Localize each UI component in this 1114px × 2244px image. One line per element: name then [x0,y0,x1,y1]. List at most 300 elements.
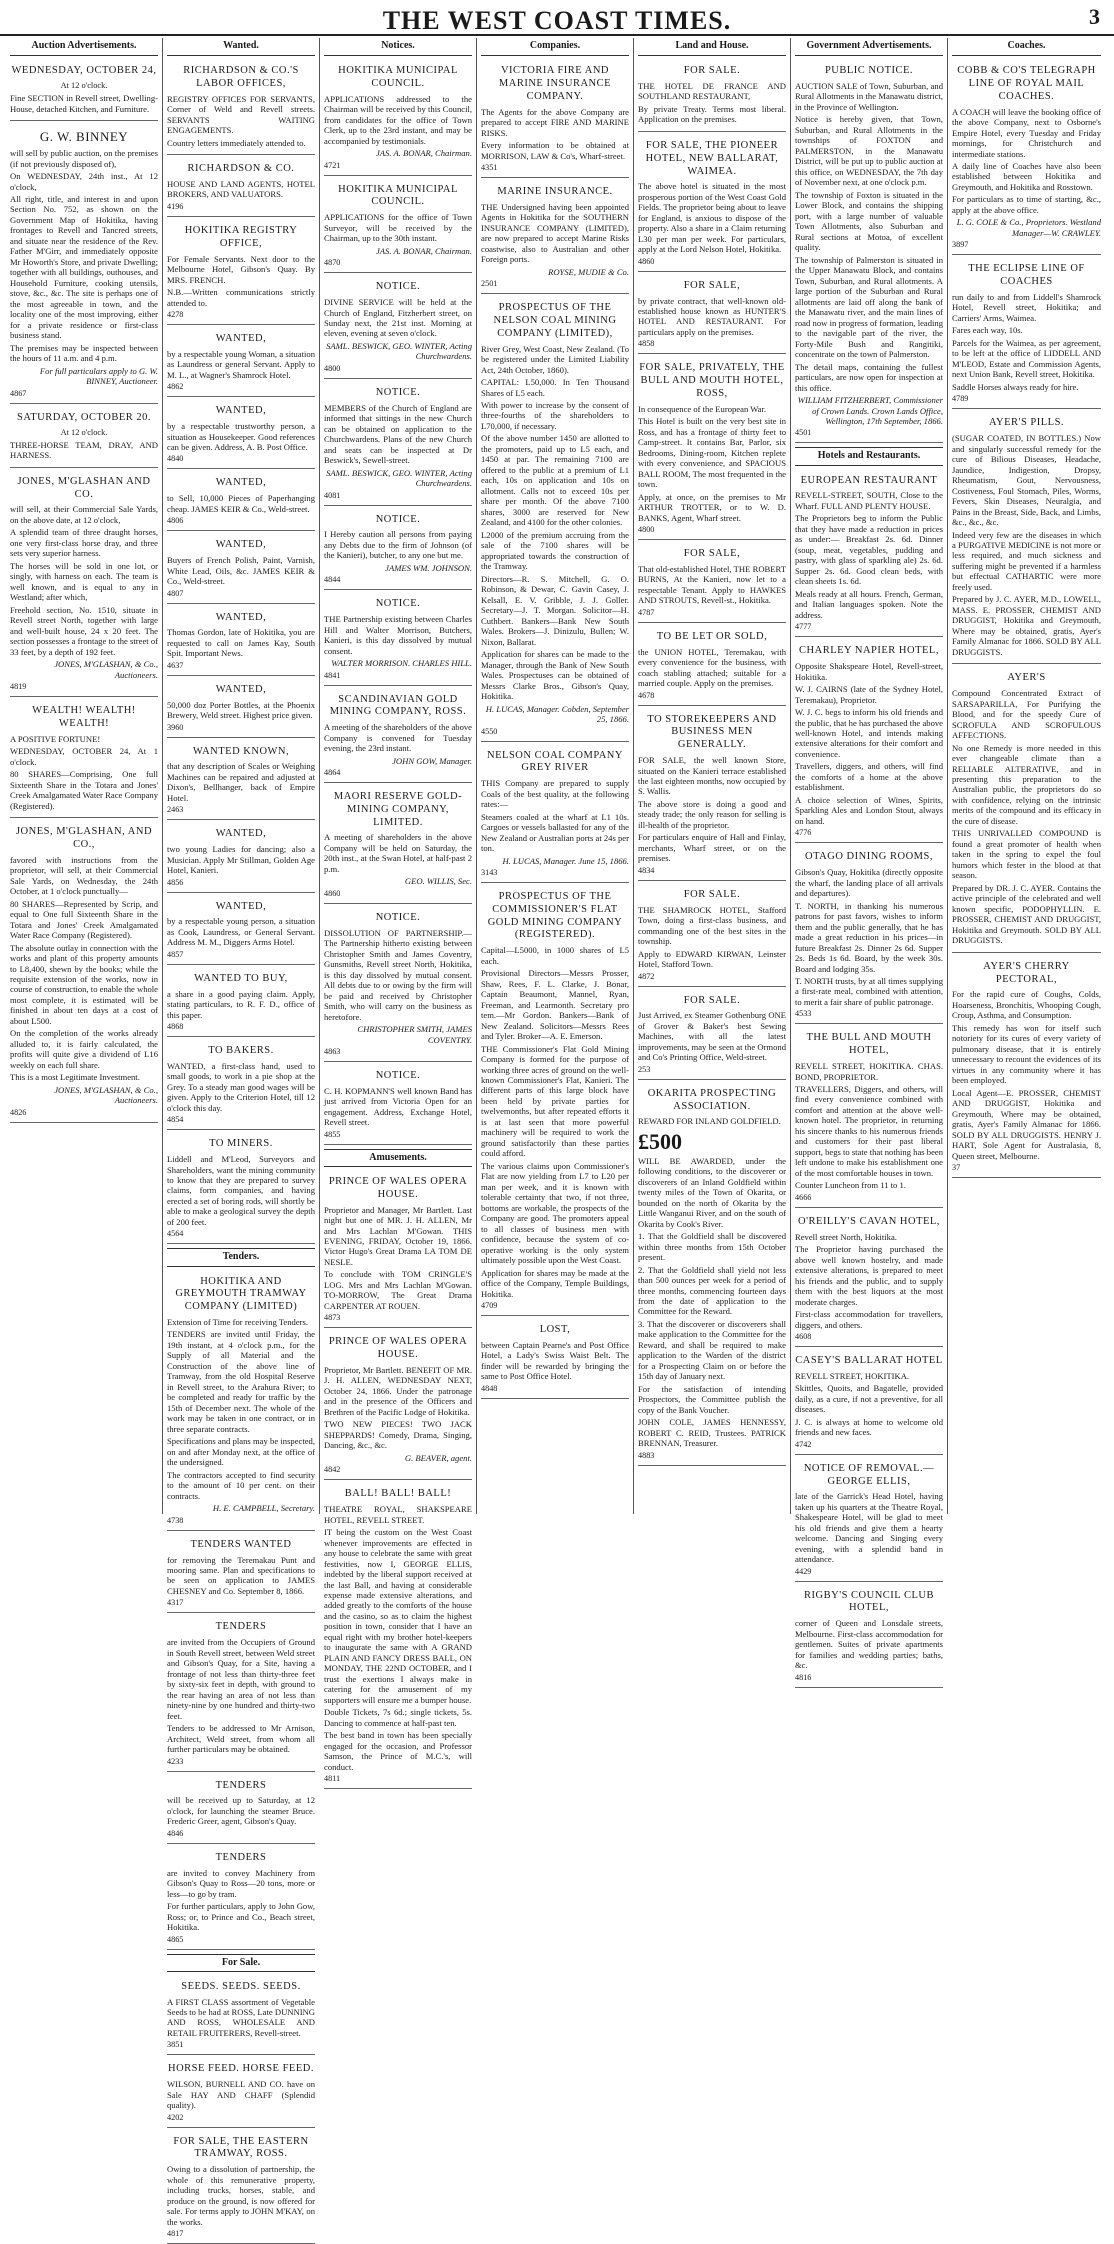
ad-signature: CHRISTOPHER SMITH, JAMES COVENTRY. [357,1024,472,1045]
ad-footer [795,428,943,438]
ad-footer [167,2040,315,2050]
ad-paragraph: The premises may be inspected between the hours of 11 a.m. and 4 p.m. [10,342,158,364]
ad-number: 4550 [481,726,498,736]
ad-paragraph: THE HOTEL DE FRANCE AND SOUTHLAND RESTAURANT, [638,80,786,102]
ad-footer [324,671,472,681]
advertisement [952,667,1101,952]
ad-paragraph: Just Arrived, ex Steamer Gothenburg ONE of Grover & Baker's best Sewing Machines, with all the latest improvements, may be seen at the Ormond and Co's Printing Office, Weld-street. [638,1010,786,1063]
ad-paragraph: This Hotel is built on the very best site in Ross, and has a frontage of thirty feet to Camp-street. It contains Bar, Parlor, six Bedrooms, Dining-room, Kitchen replete with every convenience, and SPACIOUS BALL ROOM, The most frequented in the town. [638,416,786,490]
ad-paragraph: This remedy has won for itself such notoriety for its cures of every variety of pulmonary disease, that it is entirely unnecessary to recount the evidences of its virtues in any community where it has been employed. [952,1022,1101,1086]
ad-number: 3897 [952,240,969,250]
ad-heading: RIGBY'S COUNCIL CLUB HOTEL, [804,1589,934,1614]
advertisement [324,1171,472,1328]
ad-paragraph: Counter Luncheon from 11 to 1. [795,1180,906,1191]
ad-footer [795,1673,943,1683]
ad-paragraph: by private contract, that well-known old-established house known as HUNTER'S HOTEL AND RESTAURANT. For particulars apply on the premises. [638,295,786,337]
ad-heading: G. W. BINNEY [39,129,129,145]
ad-paragraph: REWARD FOR INLAND GOLDFIELD. [638,1116,781,1127]
ad-paragraph: Compound Concentrated Extract of SARSAPARILLA, For Purifying the Blood, and for the speedy Cure of SCROFULA AND SCROFULOUS AFFECTIONS. [952,688,1101,741]
ad-paragraph: Directors—R. S. Mitchell, G. O. Robinson, & Dewar, C. Gavin Casey, J. Kelsall, E. V. Gribble, J. J. Goller. Secretary—J. T. Morgan. Solicitor—H. Cuthbert. Bankers—Bank New South Wales. Brokers—J. Dinizulu, Bullen; W. Nixon, Ballarat. [481,573,629,647]
ad-paragraph: Gibson's Quay, Hokitika (directly opposite the wharf, the landing place of all arrivals and departures). [795,867,943,899]
columns-container [6,38,1108,2239]
ad-paragraph: A splendid team of three draught horses, one very first-class horse dray, and three sets very superior harness. [10,527,158,559]
ad-number: 4857 [167,949,184,959]
advertisement [481,297,629,741]
ad-signature: JONES, M'GLASHAN, & Co., Auctioneers. [54,659,158,680]
ad-paragraph: For the rapid cure of Coughs, Colds, Hoarseness, Bronchitis, Whooping Cough, Croup, Asthma, and Consumption. [952,989,1101,1021]
ad-paragraph: run daily to and from Liddell's Shamrock Hotel, Revell street, Hokitika; and Carriers' Arms, Waimea. [952,291,1101,323]
ad-paragraph: by a respectable young person, a situation as Cook, Laundress, or General Servant. Address M. M., Diggers Arms Hotel. [167,916,315,948]
ad-heading: LOST, [539,1324,571,1336]
ad-paragraph: DISSOLUTION OF PARTNERSHIP.—The Partnership hitherto existing between Christopher Smith and James Coventry, Gunsmiths, Revell street North, Hokitika, is this day dissolved by mutual consent. All debts due to or owing by the firm will be paid and received by Christopher Smith, who will carry on the business as heretofore. [324,927,472,1022]
ad-footer [638,339,786,349]
ad-paragraph: Country letters immediately attended to. [167,137,306,148]
ad-paragraph: Travellers, diggers, and others, will find the comforts of a home at the above establishment. [795,761,943,793]
ad-paragraph: Skittles, Quoits, and Bagatelle, provided daily, as a cure, if not a preventive, for all diseases. [795,1383,943,1415]
ad-footer [795,622,943,632]
ad-paragraph: Owing to a dissolution of partnership, the whole of this remunerative property, including trucks, horses, stable, and produce on the ground, is now offered for sale. For terms apply to JOHN M'KAY, on the works. [167,2164,315,2227]
ad-number: 4816 [795,1672,812,1682]
ad-paragraph: TWO NEW PIECES! TWO JACK SHEPPARDS! Comedy, Drama, Singing, Dancing, &c., &c. [324,1419,472,1451]
ad-number: 4846 [167,1828,184,1838]
ad-number: 4841 [324,670,341,680]
ad-heading: CASEY'S BALLARAT HOTEL [795,1355,943,1366]
advertisement [481,60,629,178]
ad-heading: PROSPECTUS OF THE COMMISSIONER'S FLAT GOLD MINING COMPANY (REGISTERED). [487,891,623,941]
ad-paragraph: corner of Queen and Lonsdale streets, Melbourne. First-class accommodation for gentlemen. Suites of private apartments for families and wedding parties; baths, &c. [795,1618,943,1671]
ad-heading: WANTED, [215,900,267,912]
advertisement [324,907,472,1062]
ad-paragraph: Specifications and plans may be inspected, on and after Monday next, at the office of the undersigned. [167,1436,315,1468]
ad-paragraph: That old-established Hotel, THE ROBERT BURNS, At the Kanieri, now let to a respectable Tenant. Apply to HAWKES AND STROUTS, Revell-st., Hokitika. [638,563,786,606]
ad-paragraph: Proprietor and Manager, Mr Bartlett. Last night but one of MR. J. H. ALLEN, Mr and Mrs Lachlan M'Gowan. THIS EVENING, FRIDAY, October 19, 1866. Victor Hugo's Great Drama LA TOM DE NESLE. [324,1204,472,1267]
ad-footer [167,1598,315,1608]
ad-number: 4860 [638,256,655,266]
section-heading: Tenders. [167,1248,315,1266]
ad-number: 4865 [167,1934,184,1944]
ad-heading: TENDERS [215,1621,267,1633]
ad-heading: RICHARDSON & CO. [187,163,295,175]
advertisement [167,1775,315,1844]
column [6,38,163,1514]
ad-paragraph: Capital—L5000, in 1000 shares of L5 each. [481,945,629,966]
ad-paragraph: A choice selection of Wines, Spirits, Sparkling Ales and London Stout, always on hand. [795,794,943,826]
ad-paragraph: REVELL-STREET, SOUTH, Close to the Wharf. FULL AND PLENTY HOUSE. [795,490,943,511]
ad-paragraph: W. J. CAIRNS (late of the Sydney Hotel, Teremakau), Proprietor. [795,684,943,705]
ad-paragraph: APPLICATIONS for the office of Town Surveyor, will be received by the Chairman, up to the 30th instant. [324,212,472,244]
ad-heading: WANTED, [215,332,267,344]
ad-number: 4856 [167,877,184,887]
column [948,38,1105,1514]
ad-number: 2463 [167,805,184,815]
ad-number: 4678 [638,690,655,700]
ad-paragraph: The above store is doing a good and steady trade; the only reason for selling is ill-health of the proprietor. [638,798,786,830]
ad-footer [324,575,472,585]
ad-heading: VICTORIA FIRE AND MARINE INSURANCE COMPANY. [498,65,612,102]
ad-number: 4807 [167,588,184,598]
ad-paragraph: THIS UNRIVALLED COMPOUND is found a great promoter of health when taken in the spring to expel the foul humors which fester in the blood at that season. [952,828,1101,881]
ad-paragraph: THREE-HORSE TEAM, DRAY, AND HARNESS. [10,439,158,461]
ad-paragraph: By private Treaty. Terms most liberal. Application on the premises. [638,103,786,125]
ad-signature: For full particulars apply to G. W. BINNEY, Auctioneer. [39,365,158,387]
ad-heading: THE ECLIPSE LINE OF COACHES [968,263,1085,288]
ad-footer [481,868,629,878]
ad-heading: TENDERS WANTED [190,1538,292,1550]
ad-footer [952,1163,1101,1173]
advertisement [10,821,158,1123]
ad-paragraph: Every information to be obtained at MORRISON, LAW & Co's, Wharf-street. [481,140,629,161]
ad-number: 4777 [795,622,812,632]
ad-heading: SEEDS. SEEDS. SEEDS. [181,1980,301,1992]
advertisement [638,275,786,355]
advertisement [638,990,786,1080]
ad-heading: HOKITIKA MUNICIPAL COUNCIL. [338,65,458,89]
ad-heading: WANTED, [215,828,267,840]
ad-heading: TO BAKERS. [208,1045,274,1056]
ad-paragraph: A meeting of shareholders in the above Company will be held on Saturday, the 20th inst., at the Swan Hotel, at half-past 2 p.m. [324,832,472,874]
ad-number: 4862 [167,382,184,392]
column-heading: Land and House. [638,38,786,56]
ad-signature: H. E. CAMPBELL, Secretary. [212,1503,315,1514]
ad-number: 4742 [795,1439,812,1449]
ad-paragraph: will be received up to Saturday, at 12 o'clock, for launching the steamer Bruce. Frederic Greer, agent, Gibson's Quay. [167,1795,315,1827]
ad-footer [167,2229,315,2239]
ad-heading: FOR SALE, THE PIONEER HOTEL, NEW BALLARAT, WAIMEA. [645,139,779,177]
ad-number: 4844 [324,575,341,585]
ad-paragraph: Application for shares can be made to the Manager, through the Bank of New South Wales. Prospectuses can be obtained of Messrs Clarke Bros., Gibson's Quay, Hokitika. [481,649,629,702]
ad-paragraph: WANTED, a first-class hand, used to small goods, to work in a pie shop at the Grey. To a steady man good wages will be given. Apply to the Criterion Hotel, till 12 o'clock this day. [167,1060,315,1113]
ad-number: 4608 [795,1332,812,1341]
ad-footer [324,889,472,899]
ad-paragraph: APPLICATIONS addressed to the Chairman will be received by this Council, from candidates for the office of Town Clerk, up to the 23rd instant, and may be accompanied by testimonials. [324,93,472,146]
ad-paragraph: With power to increase by the consent of three-fourths of the shareholders to L70,000, if necessary. [481,400,629,431]
advertisement [795,640,943,843]
ad-paragraph: T. NORTH trusts, by at all times supplying a first-rate meal, combined with attention, to merit a fair share of public patronage. [795,975,943,1007]
ad-heading: TENDERS [215,1779,267,1791]
ad-paragraph: by a respectable young Woman, a situation as Laundress or general Servant. Apply to M. L., at Wagner's Shamrock Hotel. [167,348,315,380]
ad-heading: WEDNESDAY, OCTOBER 24, [11,65,157,77]
ad-footer [638,1065,786,1075]
advertisement [167,400,315,469]
advertisement [638,60,786,132]
advertisement [481,1319,629,1399]
ad-paragraph: 2. That the Goldfield shall yield not less than 500 ounces per week for a period of three months, commencing fourteen days from the date of application to the Committee for the Reward. [638,1264,786,1317]
ad-signature: JOHN GOW, Manager. [392,755,472,766]
ad-paragraph: The Proprietors beg to inform the Public that they have made a reduction in prices as under:— Breakfast 2s. 6d. Dinner (soup, meat, vegetables, pudding and pastry, with glass of sparkling ale) 2s. 6d. Supper 2s. 6d. Good clean beds, with clean sheets 1s. 6d. [795,513,943,587]
ad-number: 3960 [167,722,184,732]
ad-paragraph: IT being the custom on the West Coast whenever improvements are effected in any house to celebrate the same with great festivities, now I, GEORGE ELLIS, indebted by the liberal support received at the last Ball, and having at considerable expense made extensive alterations, and added greatly to the comforts of the house and the casino, so as to claim the highest position in town, consider that I have an equal right with my brother hotel-keepers to inaugurate the same with A GRAND PLAIN AND FANCY DRESS BALL, ON MONDAY, THE 22ND OCTOBER, and I trust the exertions I always make in catering for the amusement of my supporters will ensure me a bumper house. [324,1527,472,1705]
ad-footer [952,394,1101,404]
ad-heading: FOR SALE. [683,65,741,77]
ad-footer [167,2113,315,2123]
ad-footer [324,258,472,268]
ad-paragraph: REVELL STREET, HOKITIKA. [795,1370,910,1381]
advertisement [795,1211,943,1347]
ad-paragraph: TENDERS are invited until Friday, the 19th instant, at 4 o'clock p.m., for the Supply of all Material and the Construction of the above line of Tramway, from the old Hospital Reserve in Revell street, to the Arahura River; to be completed and ready for traffic by the 15th of December next. The whole of the work may be taken in one contract, or in three separate contracts. [167,1329,315,1434]
ad-heading: WANTED KNOWN, [192,745,290,757]
ad-paragraph: First-class accommodation for travellers, diggers, and others. [795,1309,943,1330]
ad-number: 37 [952,1163,961,1173]
advertisement [638,543,786,623]
column [791,38,948,1682]
ad-heading: PRINCE OF WALES OPERA HOUSE. [328,1336,468,1361]
section-heading: For Sale. [167,1954,315,1972]
ad-number: 4789 [952,394,969,404]
ad-heading: TENDERS [215,1851,267,1863]
ad-paragraph: C. H. KOPMANN'S well known Band has just arrived from Victoria Open for an engagement. Address, Exchange Hotel, Revell street. [324,1085,472,1128]
ad-footer [481,279,629,289]
ad-paragraph: For particulars enquire of Hall and Finlay, merchants, Wharf street, or on the premises. [638,832,786,864]
ad-number: 4202 [167,2112,184,2122]
column [634,38,791,1514]
ad-paragraph: Saddle Horses always ready for hire. [952,381,1079,392]
advertisement [167,2058,315,2127]
ad-number: 4870 [324,258,341,268]
ad-heading: THE BULL AND MOUTH HOTEL, [806,1032,932,1057]
ad-paragraph: L2000 of the premium accruing from the sale of the 7100 shares will be appropriated towards the construction of the Tramway. [481,529,629,572]
ad-number: 4819 [10,682,27,692]
ad-number: 4806 [167,516,184,526]
advertisement [167,1040,315,1130]
reward-amount: £500 [638,1128,682,1154]
ad-heading: PROSPECTUS OF THE NELSON COAL MINING COMPANY (LIMITED), [493,302,617,339]
ad-paragraph: The horses will be sold in one lot, or singly, with harness on each. The team is well known, and is equal to any in Westland; after which, [10,560,158,603]
ad-heading: HOKITIKA AND GREYMOUTH TRAMWAY COMPANY (LIMITED) [175,1275,307,1313]
advertisement [952,60,1101,255]
ad-paragraph: The township of Foxton is situated in the Lower Block, and contains the shipping port, with a large number of valuable Town Allotments, also Suburban and Rural sections at Motoa, of excellent quality. [795,189,943,253]
ad-footer [167,1757,315,1767]
ad-heading: NOTICE. [375,386,421,398]
ad-number: 4883 [638,1450,655,1460]
ad-heading: HORSE FEED. HORSE FEED. [168,2063,314,2075]
ad-signature: H. LUCAS, Manager. June 15, 1866. [502,855,629,866]
ad-number: 4564 [167,1229,184,1239]
ad-paragraph: Fares each way, 10s. [952,325,1023,336]
ad-paragraph: A COACH will leave the booking office of the above Company, next to Osborne's Empire Hotel, every Tuesday and Friday mornings, for Christchurch and intermediate stations. [952,106,1101,159]
ad-paragraph: The best band in town has been specially engaged for the occasion, and Professor Samson, the Prince of M.C.'s, will conduct. [324,1730,472,1772]
ad-footer [795,828,943,838]
column-heading: Notices. [324,38,472,56]
ad-paragraph: 50,000 doz Porter Bottles, at the Phoenix Brewery, Weld street. Highest price given. [167,699,315,721]
ad-paragraph: Indeed very few are the diseases in which a PURGATIVE MEDICINE is not more or less required, and much sickness and suffering might be prevented if a harmless but effectual CATHARTIC were more freely used. [952,529,1101,592]
advertisement [324,689,472,784]
ad-paragraph: THE SHAMROCK HOTEL, Stafford Town, doing a first-class business, and commanding one of the best sites in the township. [638,904,786,947]
ad-heading: TO MINERS. [209,1138,273,1150]
ad-paragraph: Notice is hereby given, that Town, Suburban, and Rural Allotments in the townships of FOXTON and PALMERSTON, in the Manawatu District, will be put up to public auction at this office, on WEDNESDAY, the 7th day of November next, at one o'clock p.m. [795,114,943,188]
advertisement [324,1331,472,1480]
ad-paragraph: TRAVELLERS, Diggers, and others, will find every convenience combined with comfort and attention at the above well-known hotel. The proprietor, in returning his sincere thanks to his numerous friends and customers for their past liberal support, begs to state that nothing has been left undone to make his establishment one of the most comfortable houses in town. [795,1084,943,1178]
advertisement [167,158,315,217]
ad-heading: WEALTH! WEALTH! WEALTH! [32,705,136,729]
advertisement [638,884,786,987]
ad-paragraph: The absolute outlay in connection with the works and plant of this property amounts to L8,400, shewn by the books; while the requisite extension of the works, now in course of construction, to enable the whole most complete, it is estimated will be finished in about ten days at a cost of about L500. [10,942,158,1026]
ad-paragraph: In consequence of the European War. [638,403,767,414]
advertisement [167,472,315,531]
ad-paragraph: For particulars as to time of starting, &c., apply at the above office. [952,194,1101,215]
ad-heading: OTAGO DINING ROOMS, [805,851,933,863]
advertisement [167,607,315,676]
ad-paragraph: are invited to convey Machinery from Gibson's Quay to Ross—20 tons, more or less—to go by tram. [167,1867,315,1899]
advertisement [638,357,786,540]
ad-number: 4533 [795,1009,812,1019]
advertisement [481,886,629,1316]
ad-heading: NOTICE. [375,513,421,525]
ad-heading: FOR SALE. [683,888,741,900]
ad-paragraph: REVELL STREET, HOKITIKA. CHAS. BOND, PROPRIETOR. [795,1061,943,1082]
advertisement [795,470,943,638]
ad-paragraph: Application for shares may be made at the office of the Company, Temple Buildings, Hokitika. [481,1267,629,1299]
ad-heading: FOR SALE, PRIVATELY, THE BULL AND MOUTH HOTEL, ROSS, [639,362,785,400]
ad-paragraph: No one Remedy is more needed in this ever changeable climate than a RELIABLE ALTERATIVE, and in presenting this preparation to the Australian public, the proprietors do so with confidence, relying on the intrinsic merits of the compound and its efficacy in the cure of disease. [952,742,1101,826]
ad-paragraph: Local Agent—E. PROSSER, CHEMIST AND DRUGGIST, Hokitika and Greymouth, Where may be obtained, gratis, Ayer's Family Almanac for 1866. SOLD BY ALL DRUGGISTS. HENRY J. HART, Sole Agent for Australasia, 8, Queen street, Melbourne. [952,1087,1101,1161]
ad-number: 4196 [167,201,184,211]
ad-paragraph: between Captain Pearne's and Post Office Hotel, a Lady's Swiss Waist Belt. The finder will be rewarded by bringing the same to Post Office Hotel. [481,1339,629,1382]
ad-paragraph: A daily line of Coaches have also been established between Hokitika and Greymouth, and Hokitika and Rosstown. [952,161,1101,192]
ad-footer [167,516,315,526]
ad-paragraph: The above hotel is situated in the most prosperous portion of the West Coast Gold Fields. The proprietor being about to leave for England, is anxious to dispose of the property. Also a share in a Claim returning L30 per man per week. For particulars, apply at the Lord Nelson Hotel, Hokitika. [638,181,786,255]
advertisement [795,1585,943,1688]
ad-paragraph: Apply, at once, on the premises to Mr ARTHUR TROTTER, or to W. D. BANKS, Agent, Wharf street. [638,491,786,523]
ad-number: 4848 [481,1383,498,1393]
ad-heading: RICHARDSON & CO.'S LABOR OFFICES, [183,65,299,89]
ad-paragraph: THIS Company are prepared to supply Coals of the best quality, at the following rates:— [481,778,629,810]
ad-footer [481,727,629,737]
ad-paragraph: N.B.—Written communications strictly attended to. [167,287,315,308]
ad-paragraph: are invited from the Occupiers of Ground in South Revell street, between Weld street and Gibson's Quay, for a Site, having a frontage of not less than thirty-three feet by sixty-six feet in depth, with ground to the rear having an area of not less than ninety-nine by one hundred and thirty-two feet. [167,1637,315,1721]
ad-signature: ROYSE, MUDIE & Co. [548,266,629,277]
ad-footer [167,878,315,888]
ad-number: 4858 [638,339,655,349]
ad-paragraph: T. NORTH, in thanking his numerous patrons for past favors, wishes to inform them and the public generally, that he has made a great reduction in his prices—in future Breakfast 2s. Dinner 2s 6d. Supper 2s. Beds 1s 6d. Board, by the week 30s. Board and lodging 35s. [795,900,943,974]
ad-heading: TO STOREKEEPERS AND BUSINESS MEN GENERALLY. [647,713,777,751]
ad-number: 4811 [324,1774,341,1784]
ad-paragraph: FOR SALE, the well known Store, situated on the Kanieri terrace established the last eighteen months, now occupied by S. Wallis. [638,755,786,797]
ad-paragraph: WEDNESDAY, OCTOBER 24, At 1 o'clock. [10,746,158,767]
ad-paragraph: AUCTION SALE of Town, Suburban, and Rural Allotments in the Manawatu district, in the Province of Wellington. [795,80,943,112]
ad-footer [324,161,472,171]
ad-footer [167,454,315,464]
ad-paragraph: 3. That the discoverer or discoverers shall make application to the Committee for the Reward, and shall be required to make application to the Warden of the district for a Prospecting Claim on or before the 15th day of January next. [638,1318,786,1382]
advertisement [481,181,629,294]
advertisement [638,1083,786,1466]
ad-heading: WANTED, [215,477,267,489]
ad-footer [481,1384,629,1394]
ad-number: 4826 [10,1107,27,1117]
ad-number: 4867 [10,388,27,398]
ad-footer [10,682,158,692]
ad-number: 4800 [638,525,655,535]
ad-footer [795,1567,943,1577]
ad-footer [324,1465,472,1475]
ad-heading: MARINE INSURANCE. [497,186,613,197]
ad-number: 4787 [638,607,655,617]
ad-footer [167,589,315,599]
ad-signature: WALTER MORRISON. CHARLES HILL. [331,658,472,669]
ad-paragraph: Thomas Gordon, late of Hokitika, you are requested to call on James Kay, South Spit. Important News. [167,627,315,659]
advertisement [324,382,472,506]
ad-heading: WANTED, [215,611,267,623]
ad-paragraph: Revell street North, Hokitika. [795,1231,897,1242]
ad-paragraph: The Proprietor having purchased the above well known hostelry, and made extensive alterations, is prepared to meet his friends and the public, and to supply them with the best liquors at the most moderate charges. [795,1244,943,1307]
ad-paragraph: Freehold section, No. 1510, situate in Revell street North, together with large and well-built house, 24 x 20 feet. The section possesses a frontage to the street of 33 feet, by a depth of 192 feet. [10,604,158,657]
ad-paragraph: WILL BE AWARDED, under the following conditions, to the discoverer or discoverers of an Inland Goldfield within twenty miles of the Town of Okarita, or bounded on the north of Okarita by the Little Wanganui River, and on the south of Okarita by Cook's River. [638,1155,786,1229]
advertisement [167,896,315,965]
advertisement [795,1027,943,1207]
ad-paragraph: 1. That the Goldfield shall be discovered within three months from 15th October present. [638,1231,786,1263]
ad-heading: FOR SALE. [683,994,741,1006]
ad-paragraph: For further particulars, apply to John Gow, Ross; or, to Prince and Co., Beach street, Hokitika. [167,1901,315,1933]
advertisement [324,786,472,904]
column [477,38,634,1514]
advertisement [795,1458,943,1582]
advertisement [167,1976,315,2056]
ad-paragraph: Steamers coaled at the wharf at L1 10s. Cargoes or vessels ballasted for any of the New Zealand or Australian ports at 24s per ton. [481,811,629,854]
ad-number: 2501 [481,279,498,289]
ad-number: 4501 [795,428,812,438]
ad-heading: AYER'S CHERRY PECTORAL, [983,960,1070,985]
advertisement [324,509,472,591]
ad-number: 4863 [324,1047,341,1057]
advertisement [167,1847,315,1950]
ad-signature: WILLIAM FITZHERBERT, Commissioner of Crown Lands. Crown Lands Office, Wellington, 17th September, 1866. [797,395,943,426]
ad-footer [638,608,786,618]
ad-footer [324,1047,472,1057]
page-number: 3 [1089,4,1100,29]
ad-signature: JAS. A. BONAR, Chairman. [375,148,472,159]
ad-paragraph: REGISTRY OFFICES FOR SERVANTS, Corner of Weld and Revell streets. SERVANTS WAITING ENGAGEMENTS. [167,93,315,136]
advertisement [795,1350,943,1455]
advertisement [795,846,943,1024]
ad-heading: BALL! BALL! BALL! [344,1488,452,1500]
ad-footer [167,1115,315,1125]
ad-footer [638,257,786,267]
ad-number: 253 [638,1064,651,1074]
ad-paragraph: J. C. is always at home to welcome old friends and new faces. [795,1416,943,1438]
ad-paragraph: All right, title, and interest in and upon Section No. 752, as shown on the Government Map of Hokitika, having frontages to Revell and Tancred streets, and situate near the residence of the Rev. Father M'Girr, and immediately opposite Mr Howorth's Store, and private Dwelling; together with all buildings, outhouses, and Household Furniture, cooking utensils, stove, &c., &c. The site is perhaps one of the most agreeable in town, and the locality one of the most improving, either for a private residence or first-class business stand. [10,194,158,341]
ad-paragraph: for removing the Teremakau Punt and mooring same. Plan and specifications to be seen on application to JAMES CHESNEY and Co. September 8, 1866. [167,1554,315,1596]
ad-paragraph: two young Ladies for dancing; also a Musician. Apply Mr Stillman, Golden Age Hotel, Kanieri. [167,844,315,876]
ad-heading: TO BE LET OR SOLD, [656,630,768,642]
ad-footer [324,768,472,778]
advertisement [324,60,472,176]
ad-signature: JONES, M'GLASHAN, & Co., Auctioneers. [54,1084,158,1106]
advertisement [167,534,315,603]
ad-subheading: At 12 o'clock. [60,427,108,437]
ad-footer [952,240,1101,250]
ad-heading: NOTICE OF REMOVAL.—GEORGE ELLIS, [803,1462,935,1487]
advertisement [324,1483,472,1789]
ad-paragraph: THE Commissioner's Flat Gold Mining Company is formed for the purpose of working three acres of ground on the well-known Commissioner's Flat, Kanieri. The different parts of this large block have been held by private parties for twelvemonths, but after repeated efforts it is at last seen that more powerful machinery will be required to work the ground satisfactorily than these parties could afford. [481,1043,629,1159]
advertisement [167,1133,315,1244]
ad-footer [167,382,315,392]
ad-heading: NOTICE. [375,911,421,923]
ad-paragraph: Prepared by DR. J. C. AYER. Contains the active principle of the celebrated and well known specific, PODOPHYLLIN. E. PROSSER, CHEMIST AND DRUGGIST, Hokitika and Greymouth. SOLD BY ALL DRUGGISTS. [952,882,1101,946]
column-heading: Government Advertisements. [795,38,943,56]
ad-footer [167,1229,315,1239]
ad-footer [638,866,786,876]
ad-paragraph: W. J. C. begs to inform his old friends and the public, that he has purchased the above well-known Hotel, and intends making extensive alterations for their comfort and convenience. [795,707,943,759]
ad-number: 4666 [795,1192,812,1202]
ad-heading: MAORI RESERVE GOLD-MINING COMPANY, LIMITED. [333,791,463,828]
ad-footer [638,1451,786,1461]
ad-number: 4860 [324,888,341,898]
ad-footer [324,1774,472,1784]
ad-number: 4776 [795,828,812,838]
advertisement [952,412,1101,664]
ad-paragraph: A meeting of the shareholders of the above Company is convened for Tuesday evening, the 23rd instant. [324,722,472,754]
ad-paragraph: THEATRE ROYAL, SHAKSPEARE HOTEL, REVELL STREET. [324,1504,472,1525]
ad-heading: JONES, M'GLASHAN AND CO. [17,475,151,500]
